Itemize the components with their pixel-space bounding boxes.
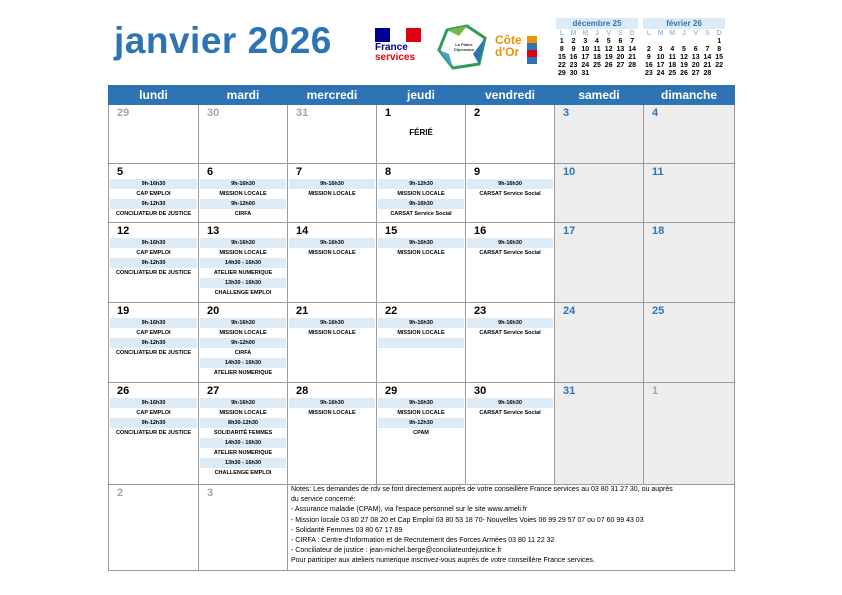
week-row (109, 164, 735, 223)
day-cell[interactable] (288, 303, 377, 383)
cote-dor-color-bars-icon (527, 36, 537, 64)
mini-day: 22 (557, 62, 566, 69)
month-calendar-grid (108, 85, 735, 571)
day-number: 28 (296, 385, 309, 397)
notes-line: - Solidarité Femmes 03 80 67 17 89 (291, 526, 403, 534)
mini-day (603, 70, 615, 78)
day-cell[interactable] (288, 105, 377, 164)
mini-weekday-label: D (716, 30, 722, 37)
event-time: 9h-16h30 (289, 238, 375, 248)
weekday-header-jeudi: jeudi (377, 86, 466, 105)
week-row-notes (109, 485, 735, 571)
event-label: CAP EMPLOI (136, 410, 171, 416)
day-number: 6 (207, 166, 214, 178)
notes-line: - CIRFA : Centre d'Information et de Recrutement des Forces Armées 03 80 11 22 32 (291, 537, 555, 545)
day-cell[interactable] (377, 223, 466, 303)
france-services-logo-line1: France (375, 42, 408, 53)
day-cell[interactable] (466, 164, 555, 223)
day-cell[interactable] (644, 105, 735, 164)
mini-day: 5 (682, 46, 686, 53)
mini-day (678, 38, 690, 46)
france-services-logo-line2: services (375, 52, 416, 63)
day-cell[interactable] (199, 303, 288, 383)
day-number: 30 (474, 385, 487, 397)
event-time: 13h30 - 16h30 (200, 278, 286, 288)
event-time: 9h-16h30 (289, 179, 375, 189)
day-number: 20 (207, 305, 220, 317)
mini-day: 16 (644, 62, 653, 69)
week-row (109, 105, 735, 164)
notes-line: - Assurance maladie (CPAM), via l'espace personnel sur le site www.ameli.fr (291, 506, 528, 514)
event-time: 9h-16h30 (110, 179, 197, 189)
mini-day: 17 (581, 54, 590, 61)
mini-calendar-february (643, 18, 725, 78)
mini-weekday-label: S (705, 30, 710, 37)
holiday-label: FÉRIÉ (409, 128, 433, 137)
event-time: 9h-16h30 (200, 318, 286, 328)
mini-day: 21 (703, 62, 712, 69)
mini-weekday-label: M (669, 30, 676, 37)
mini-day: 28 (703, 70, 712, 77)
day-number: 30 (207, 107, 220, 119)
mini-day: 28 (628, 62, 637, 69)
mini-day: 30 (569, 70, 578, 77)
mini-day: 13 (691, 54, 700, 61)
event-label: MISSION LOCALE (308, 250, 356, 256)
mini-calendar-month: décembre 25 (556, 18, 638, 29)
mini-day: 25 (593, 62, 601, 69)
mini-day: 26 (680, 70, 688, 77)
mini-day: 12 (604, 46, 613, 53)
event-label: MISSION LOCALE (308, 330, 356, 336)
event-label: MISSION LOCALE (308, 410, 356, 416)
day-cell[interactable] (199, 223, 288, 303)
event-label: CARSAT Service Social (479, 330, 541, 336)
event-label: MISSION LOCALE (308, 191, 356, 197)
mini-day: 31 (581, 70, 590, 77)
day-number: 1 (385, 107, 392, 119)
notes-line: du service concerné: (291, 496, 356, 504)
event-label: MISSION LOCALE (219, 191, 267, 197)
day-number: 29 (385, 385, 398, 397)
notes-block (288, 485, 676, 567)
event-label: CHALLENGE EMPLOI (214, 290, 272, 296)
event-label: SOLIDARITÉ FEMMES (213, 430, 273, 436)
day-cell[interactable] (555, 303, 644, 383)
day-cell[interactable] (555, 223, 644, 303)
mini-day: 11 (668, 54, 676, 61)
day-cell[interactable] (288, 383, 377, 485)
mini-day: 11 (593, 46, 601, 53)
week-row (109, 223, 735, 303)
event-time: 14h30 - 16h30 (200, 258, 286, 268)
plaine-dijonnaise-logo-text: La Plaine Dijonnaise (453, 42, 475, 52)
event-time: 9h-16h30 (110, 238, 197, 248)
mini-day: 14 (703, 54, 712, 61)
mini-weekday-label: V (606, 30, 612, 37)
mini-day: 22 (715, 62, 724, 69)
day-cell[interactable] (466, 383, 555, 485)
cote-dor-logo (495, 34, 543, 68)
day-cell[interactable] (466, 223, 555, 303)
day-cell[interactable] (109, 303, 199, 383)
event-time: 9h-12h00 (200, 199, 286, 209)
day-number: 3 (207, 487, 214, 499)
mini-day: 27 (691, 70, 700, 77)
day-cell[interactable] (288, 164, 377, 223)
mini-day: 29 (557, 70, 566, 77)
event-time: 9h-12h30 (378, 418, 464, 428)
day-cell[interactable] (199, 105, 288, 164)
event-label: CARSAT Service Social (479, 191, 541, 197)
france-services-logo (375, 28, 421, 66)
event-label: CIRFA (234, 350, 252, 356)
event-time: 9h-16h30 (467, 238, 553, 248)
event-time: 14h30 - 16h30 (200, 358, 286, 368)
mini-day (615, 70, 627, 78)
day-number: 27 (207, 385, 220, 397)
mini-day: 14 (628, 46, 637, 53)
event-label: CONCILIATEUR DE JUSTICE (115, 211, 192, 217)
event-time: 9h-16h30 (110, 398, 197, 408)
mini-weekday-label: L (646, 30, 651, 37)
day-cell[interactable] (199, 383, 288, 485)
event-label: CONCILIATEUR DE JUSTICE (115, 430, 192, 436)
day-number: 15 (385, 225, 398, 237)
mini-day: 16 (569, 54, 578, 61)
mini-day (713, 70, 725, 78)
day-number: 3 (563, 107, 570, 119)
mini-day: 9 (646, 54, 651, 61)
page-title: janvier 2026 (114, 20, 332, 61)
mini-day: 26 (604, 62, 613, 69)
event-time: 9h-16h30 (467, 179, 553, 189)
day-cell[interactable] (109, 105, 199, 164)
event-time: 9h-16h30 (200, 398, 286, 408)
mini-day: 8 (559, 46, 564, 53)
day-number: 7 (296, 166, 303, 178)
event-time: 9h-16h30 (200, 238, 286, 248)
day-cell[interactable] (377, 303, 466, 383)
day-cell[interactable] (109, 164, 199, 223)
mini-day: 10 (656, 54, 665, 61)
notes-line: - Conciliateur de justice : jean-michel.berge@conciliateurdejustice.fr (291, 547, 502, 555)
mini-day: 19 (680, 62, 688, 69)
day-cell[interactable] (466, 303, 555, 383)
mini-day: 15 (557, 54, 566, 61)
day-number: 1 (652, 385, 659, 397)
mini-day: 6 (618, 38, 623, 45)
day-number: 26 (117, 385, 130, 397)
day-number: 31 (296, 107, 309, 119)
event-time: 9h-16h30 (378, 238, 464, 248)
mini-weekday-label: M (582, 30, 589, 37)
event-label: MISSION LOCALE (219, 330, 267, 336)
event-label: CONCILIATEUR DE JUSTICE (115, 350, 192, 356)
event-time: 9h-12h30 (110, 199, 197, 209)
french-flag-icon (375, 28, 421, 42)
day-cell[interactable] (644, 383, 735, 485)
mini-day: 1 (559, 38, 564, 45)
day-cell[interactable] (377, 164, 466, 223)
mini-day: 20 (691, 62, 700, 69)
weekday-header-mardi: mardi (199, 86, 288, 105)
mini-day: 2 (571, 38, 576, 45)
cote-dor-logo-line2: d'Or (495, 45, 520, 59)
mini-day: 3 (658, 46, 663, 53)
event-label: MISSION LOCALE (219, 410, 267, 416)
weekday-header-lundi: lundi (109, 86, 199, 105)
notes-cell (288, 485, 735, 571)
mini-day: 12 (680, 54, 688, 61)
day-number: 2 (117, 487, 124, 499)
week-row (109, 383, 735, 485)
event-label: ATELIER NUMERIQUE (213, 370, 273, 376)
mini-day: 1 (717, 38, 722, 45)
mini-day: 2 (646, 46, 651, 53)
day-cell[interactable] (109, 223, 199, 303)
mini-weekday-label: L (559, 30, 564, 37)
event-time: 9h-16h30 (378, 318, 464, 328)
mini-weekday-label: V (693, 30, 699, 37)
day-number: 31 (563, 385, 576, 397)
day-cell[interactable] (288, 223, 377, 303)
mini-day (626, 70, 638, 78)
mini-day: 18 (593, 54, 601, 61)
day-cell[interactable] (109, 383, 199, 485)
mini-weekday-label: S (618, 30, 623, 37)
event-label: ATELIER NUMERIQUE (213, 270, 273, 276)
weekday-header-vendredi: vendredi (466, 86, 555, 105)
mini-day: 5 (606, 38, 611, 45)
day-number: 11 (652, 166, 664, 178)
mini-day (643, 38, 655, 46)
mini-day: 6 (693, 46, 698, 53)
event-label: CARSAT Service Social (479, 410, 541, 416)
event-label: CPAM (413, 430, 429, 436)
event-label: MISSION LOCALE (219, 250, 267, 256)
mini-day: 3 (583, 38, 588, 45)
mini-day (666, 38, 678, 46)
mini-day: 24 (656, 70, 665, 77)
day-number: 22 (385, 305, 398, 317)
day-number: 8 (385, 166, 392, 178)
notes-line: Pour participer aux ateliers numerique inscrivez-vous auprès de votre conseillère France services. (291, 557, 595, 565)
mini-day: 9 (571, 46, 576, 53)
day-number: 19 (117, 305, 130, 317)
day-number: 16 (474, 225, 487, 237)
plaine-dijonnaise-logo (437, 24, 487, 70)
weekday-header-dimanche: dimanche (644, 86, 735, 105)
event-label: CARSAT Service Social (390, 211, 452, 217)
weekday-header-mercredi: mercredi (288, 86, 377, 105)
event-label: CHALLENGE EMPLOI (214, 470, 272, 476)
mini-day: 13 (616, 46, 625, 53)
mini-day: 21 (628, 54, 637, 61)
mini-day: 20 (616, 54, 625, 61)
event-time: 9h-16h30 (467, 398, 553, 408)
event-time (378, 338, 464, 348)
event-time: 9h-12h30 (110, 258, 197, 268)
week-row (109, 303, 735, 383)
mini-day: 10 (581, 46, 590, 53)
day-cell[interactable] (199, 485, 288, 571)
event-label: CARSAT Service Social (479, 250, 541, 256)
event-time: 9h-16h30 (289, 318, 375, 328)
event-time: 9h-12h30 (110, 338, 197, 348)
event-time: 9h-12h30 (378, 179, 464, 189)
day-cell[interactable] (466, 105, 555, 164)
event-time: 9h-16h30 (110, 318, 197, 328)
mini-calendar-month: février 26 (643, 18, 725, 29)
day-cell[interactable] (644, 303, 735, 383)
event-label: MISSION LOCALE (397, 410, 445, 416)
mini-day (655, 38, 667, 46)
day-number: 12 (117, 225, 130, 237)
weekday-header-samedi: samedi (555, 86, 644, 105)
day-number: 5 (117, 166, 124, 178)
mini-day: 19 (604, 54, 613, 61)
mini-weekday-label: J (682, 30, 686, 37)
mini-weekday-label: J (595, 30, 599, 37)
mini-weekday-label: M (657, 30, 664, 37)
day-number: 14 (296, 225, 309, 237)
day-number: 21 (296, 305, 309, 317)
day-number: 17 (563, 225, 576, 237)
mini-day: 4 (595, 38, 599, 45)
day-number: 9 (474, 166, 481, 178)
event-time: 9h-16h30 (378, 199, 464, 209)
day-cell[interactable] (199, 164, 288, 223)
event-label: CIRFA (234, 211, 252, 217)
mini-day: 27 (616, 62, 625, 69)
day-number: 10 (563, 166, 576, 178)
mini-day: 18 (668, 62, 677, 69)
mini-calendar-december (556, 18, 638, 78)
mini-day (591, 70, 603, 78)
event-label: MISSION LOCALE (397, 191, 445, 197)
day-cell[interactable] (644, 223, 735, 303)
event-time: 9h-16h30 (200, 179, 286, 189)
day-number: 2 (474, 107, 481, 119)
mini-day (690, 38, 702, 46)
mini-day: 7 (705, 46, 710, 53)
mini-weekday-label: M (570, 30, 577, 37)
event-time: 9h-16h30 (467, 318, 553, 328)
day-number: 25 (652, 305, 665, 317)
mini-day: 7 (630, 38, 635, 45)
event-label: MISSION LOCALE (397, 250, 445, 256)
event-label: CAP EMPLOI (136, 330, 171, 336)
event-time: 9h-12h00 (200, 338, 286, 348)
day-cell[interactable] (644, 164, 735, 223)
mini-day: 15 (715, 54, 724, 61)
mini-day (702, 38, 714, 46)
event-time: 8h30-12h30 (200, 418, 286, 428)
day-cell[interactable] (555, 383, 644, 485)
mini-day: 8 (717, 46, 722, 53)
event-label: MISSION LOCALE (397, 330, 445, 336)
event-label: CONCILIATEUR DE JUSTICE (115, 270, 192, 276)
day-number: 18 (652, 225, 665, 237)
event-time: 13h30 - 16h30 (200, 458, 286, 468)
mini-day: 4 (670, 46, 675, 53)
mini-day: 23 (644, 70, 653, 77)
cote-dor-logo-line1: Côte (495, 33, 522, 47)
event-label: CAP EMPLOI (136, 250, 171, 256)
day-number: 29 (117, 107, 130, 119)
mini-weekday-label: D (629, 30, 635, 37)
day-number: 23 (474, 305, 487, 317)
notes-line: Notes: Les demandes de rdv se font directement auprès de votre conseillère France services au 03 80 31 27 30, ou auprès (291, 486, 673, 493)
event-label: CAP EMPLOI (136, 191, 171, 197)
day-cell[interactable] (109, 485, 199, 571)
day-cell[interactable] (555, 164, 644, 223)
mini-day: 24 (581, 62, 590, 69)
event-time: 9h-12h30 (110, 418, 197, 428)
mini-day: 17 (656, 62, 665, 69)
day-cell[interactable] (377, 383, 466, 485)
mini-day: 23 (569, 62, 578, 69)
day-number: 13 (207, 225, 220, 237)
day-cell[interactable] (377, 105, 466, 164)
notes-line: - Mission locale 03 80 27 08 20 et Cap Emploi 03 80 53 18 70- Nouvelles Voies 06 99 29 57 07 ou 07 60 99 43 03 (291, 516, 644, 524)
day-number: 4 (652, 107, 659, 119)
event-label: ATELIER NUMERIQUE (213, 450, 273, 456)
event-time: 14h30 - 16h30 (200, 438, 286, 448)
mini-day: 25 (668, 70, 677, 77)
day-cell[interactable] (555, 105, 644, 164)
event-time: 9h-16h30 (378, 398, 464, 408)
day-number: 24 (563, 305, 576, 317)
event-time: 9h-16h30 (289, 398, 375, 408)
